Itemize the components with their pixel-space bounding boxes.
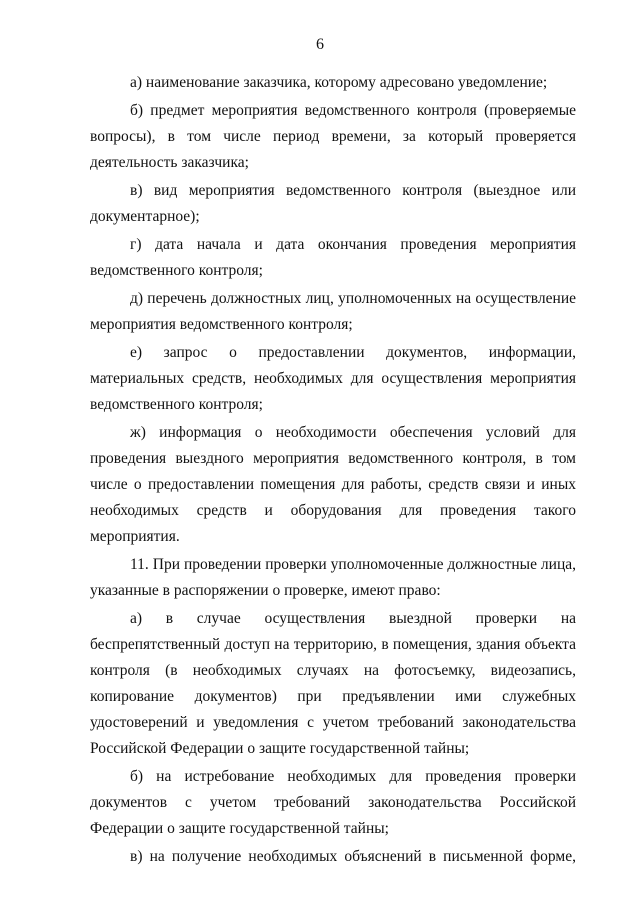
page-number: 6 [316, 36, 324, 53]
paragraph-b-control-subject: б) предмет мероприятия ведомственного контроля (проверяемые вопросы), в том числе период времени, за который проверяется деятельность заказчика; [90, 102, 576, 171]
paragraph-e-documents-request: е) запрос о предоставлении документов, информации, материальных средств, необходимых для осуществления мероприятия ведомственного контроля; [90, 344, 576, 413]
paragraph-a-customer-name: а) наименование заказчика, которому адресовано уведомление; [130, 74, 548, 91]
paragraph-d-officials-list: д) перечень должностных лиц, уполномоченных на осуществление мероприятия ведомственного контроля; [90, 290, 576, 333]
paragraph-zh-conditions-info: ж) информация о необходимости обеспечения условий для проведения выездного мероприятия ведомственного контроля, в том числе о предоставлении помещения для работы, средств связи и иных необходимых средств и оборудования для проведения такого мероприятия. [90, 424, 576, 545]
paragraph-a-access-right: а) в случае осуществления выездной проверки на беспрепятственный доступ на территорию, в помещения, здания объекта контроля (в необходимых случаях на фотосъемку, видеозапись, копирование документов) при предъявлении ими служебных удостоверений и уведомления с учетом требований законодательства Российской Федерации о защите государственной тайны; [90, 610, 576, 757]
paragraph-v-control-type: в) вид мероприятия ведомственного контроля (выездное или документарное); [90, 182, 576, 225]
paragraph-v-written-explanations: в) на получение необходимых объяснений в письменной форме, [130, 848, 576, 865]
document-body [90, 70, 576, 872]
paragraph-b-documents-demand: б) на истребование необходимых для проведения проверки документов с учетом требований законодательства Российской Федерации о защите государственной тайны; [90, 768, 576, 837]
paragraph-g-control-dates: г) дата начала и дата окончания проведения мероприятия ведомственного контроля; [90, 236, 576, 279]
paragraph-11-inspection-rights: 11. При проведении проверки уполномоченные должностные лица, указанные в распоряжении о проверке, имеют право: [90, 556, 576, 599]
